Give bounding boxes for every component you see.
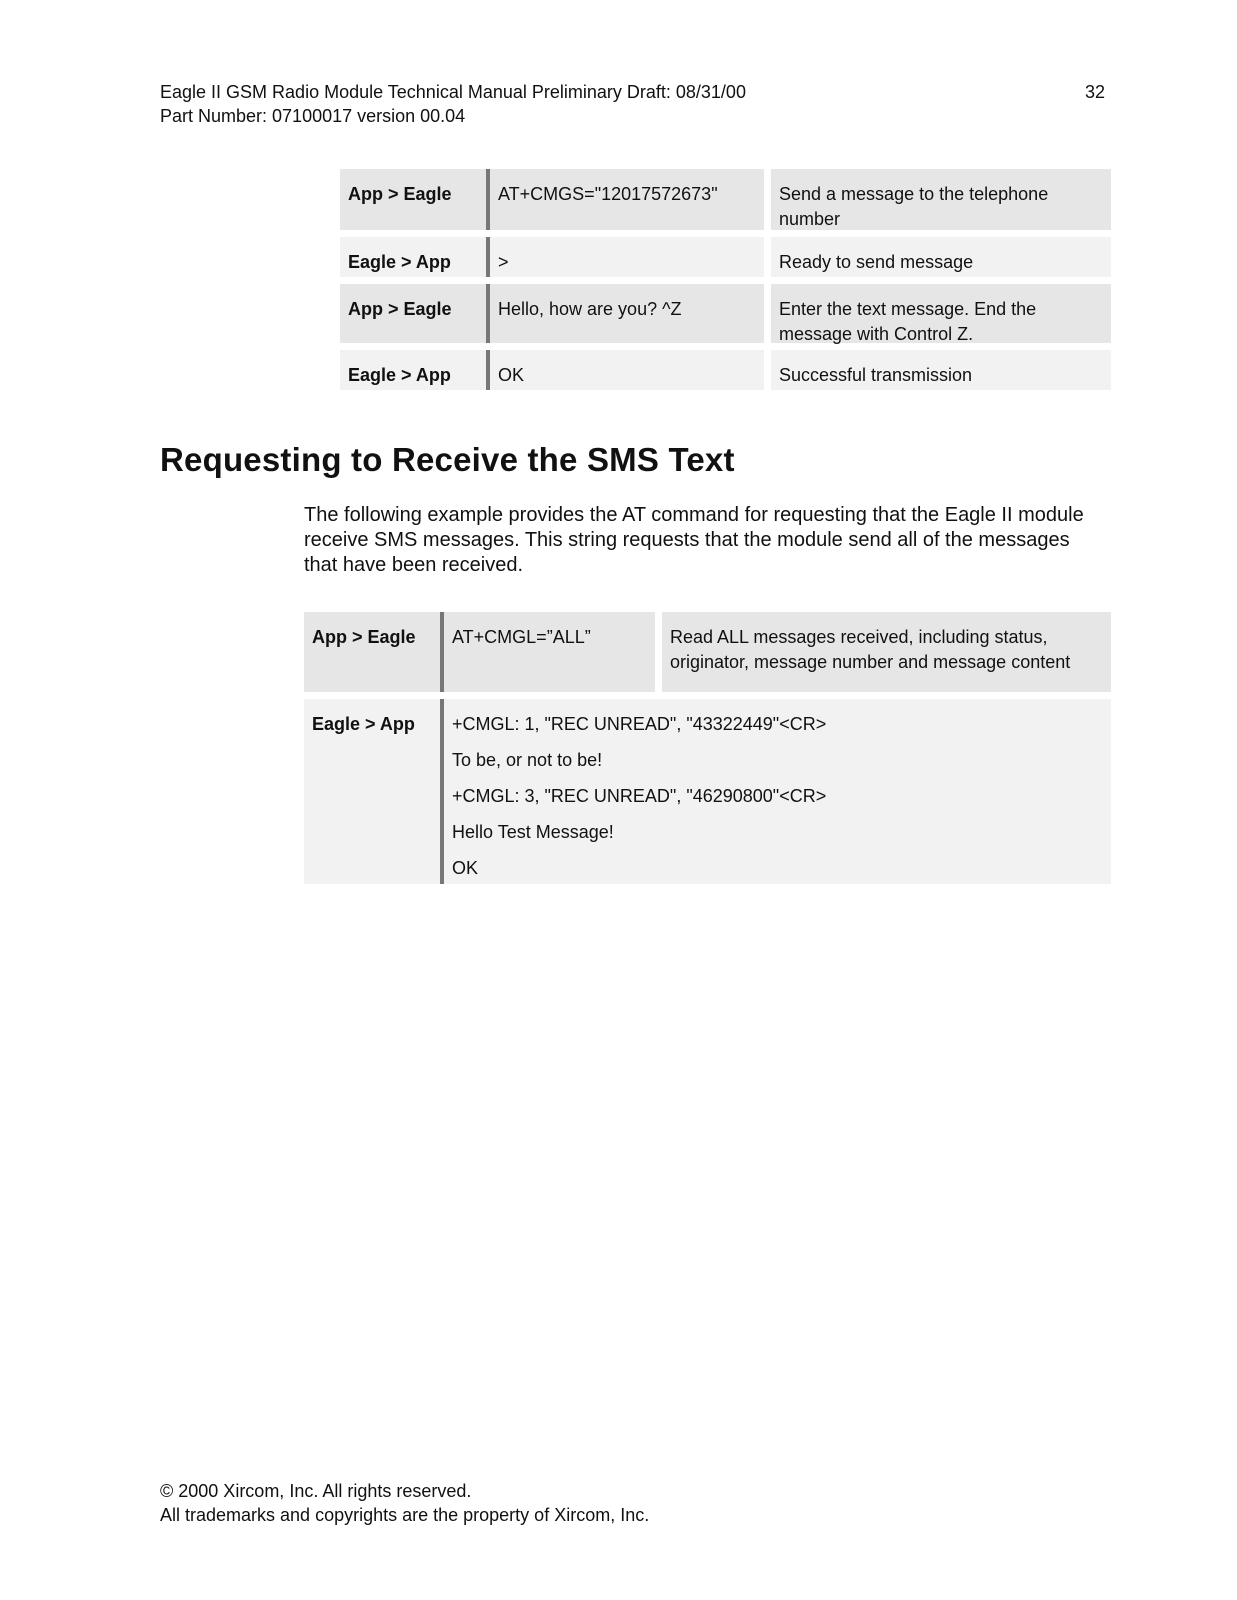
response-line: Hello Test Message! <box>452 822 614 842</box>
direction-cell: App > Eagle <box>304 612 440 692</box>
copyright-notice: © 2000 Xircom, Inc. All rights reserved. <box>160 1481 472 1501</box>
response-line: +CMGL: 3, "REC UNREAD", "46290800"<CR> <box>452 786 827 806</box>
table-row <box>304 612 1111 692</box>
command-cell: OK <box>486 350 764 390</box>
description-cell: Send a message to the telephone number <box>771 169 1111 230</box>
response-line: OK <box>452 858 479 878</box>
table-row <box>340 350 1111 390</box>
send-message-table <box>340 169 1111 397</box>
section-paragraph: The following example provides the AT command for requesting that the Eagle II module receive SMS messages. This string requests that the module send all of the messages that have been received. <box>304 504 1084 576</box>
trademark-notice: All trademarks and copyrights are the property of Xircom, Inc. <box>160 1505 650 1525</box>
table-row <box>340 284 1111 343</box>
document-title: Eagle II GSM Radio Module Technical Manual Preliminary Draft: 08/31/00 <box>160 82 746 102</box>
command-cell: Hello, how are you? ^Z <box>486 284 764 343</box>
direction-cell: Eagle > App <box>340 237 486 277</box>
direction-cell: App > Eagle <box>340 284 486 343</box>
response-cell <box>440 699 1111 884</box>
page-number: 32 <box>1084 82 1105 102</box>
section-heading: Requesting to Receive the SMS Text <box>160 441 735 478</box>
table-row <box>304 699 1111 884</box>
page-header <box>160 80 1105 128</box>
table-row <box>340 169 1111 230</box>
direction-cell: App > Eagle <box>340 169 486 230</box>
command-cell: AT+CMGS="12017572673" <box>486 169 764 230</box>
part-number: Part Number: 07100017 version 00.04 <box>160 106 466 126</box>
response-line: To be, or not to be! <box>452 750 603 770</box>
receive-message-table <box>304 612 1111 891</box>
command-cell: AT+CMGL=”ALL” <box>440 612 655 692</box>
page-footer <box>160 1479 649 1527</box>
direction-cell: Eagle > App <box>340 350 486 390</box>
response-line: +CMGL: 1, "REC UNREAD", "43322449"<CR> <box>452 714 827 734</box>
table-row <box>340 237 1111 277</box>
description-cell: Read ALL messages received, including status, originator, message number and message content <box>662 612 1111 692</box>
direction-cell: Eagle > App <box>304 699 440 884</box>
description-cell: Ready to send message <box>771 237 1111 277</box>
description-cell: Successful transmission <box>771 350 1111 390</box>
description-cell: Enter the text message. End the message with Control Z. <box>771 284 1111 343</box>
command-cell: > <box>486 237 764 277</box>
